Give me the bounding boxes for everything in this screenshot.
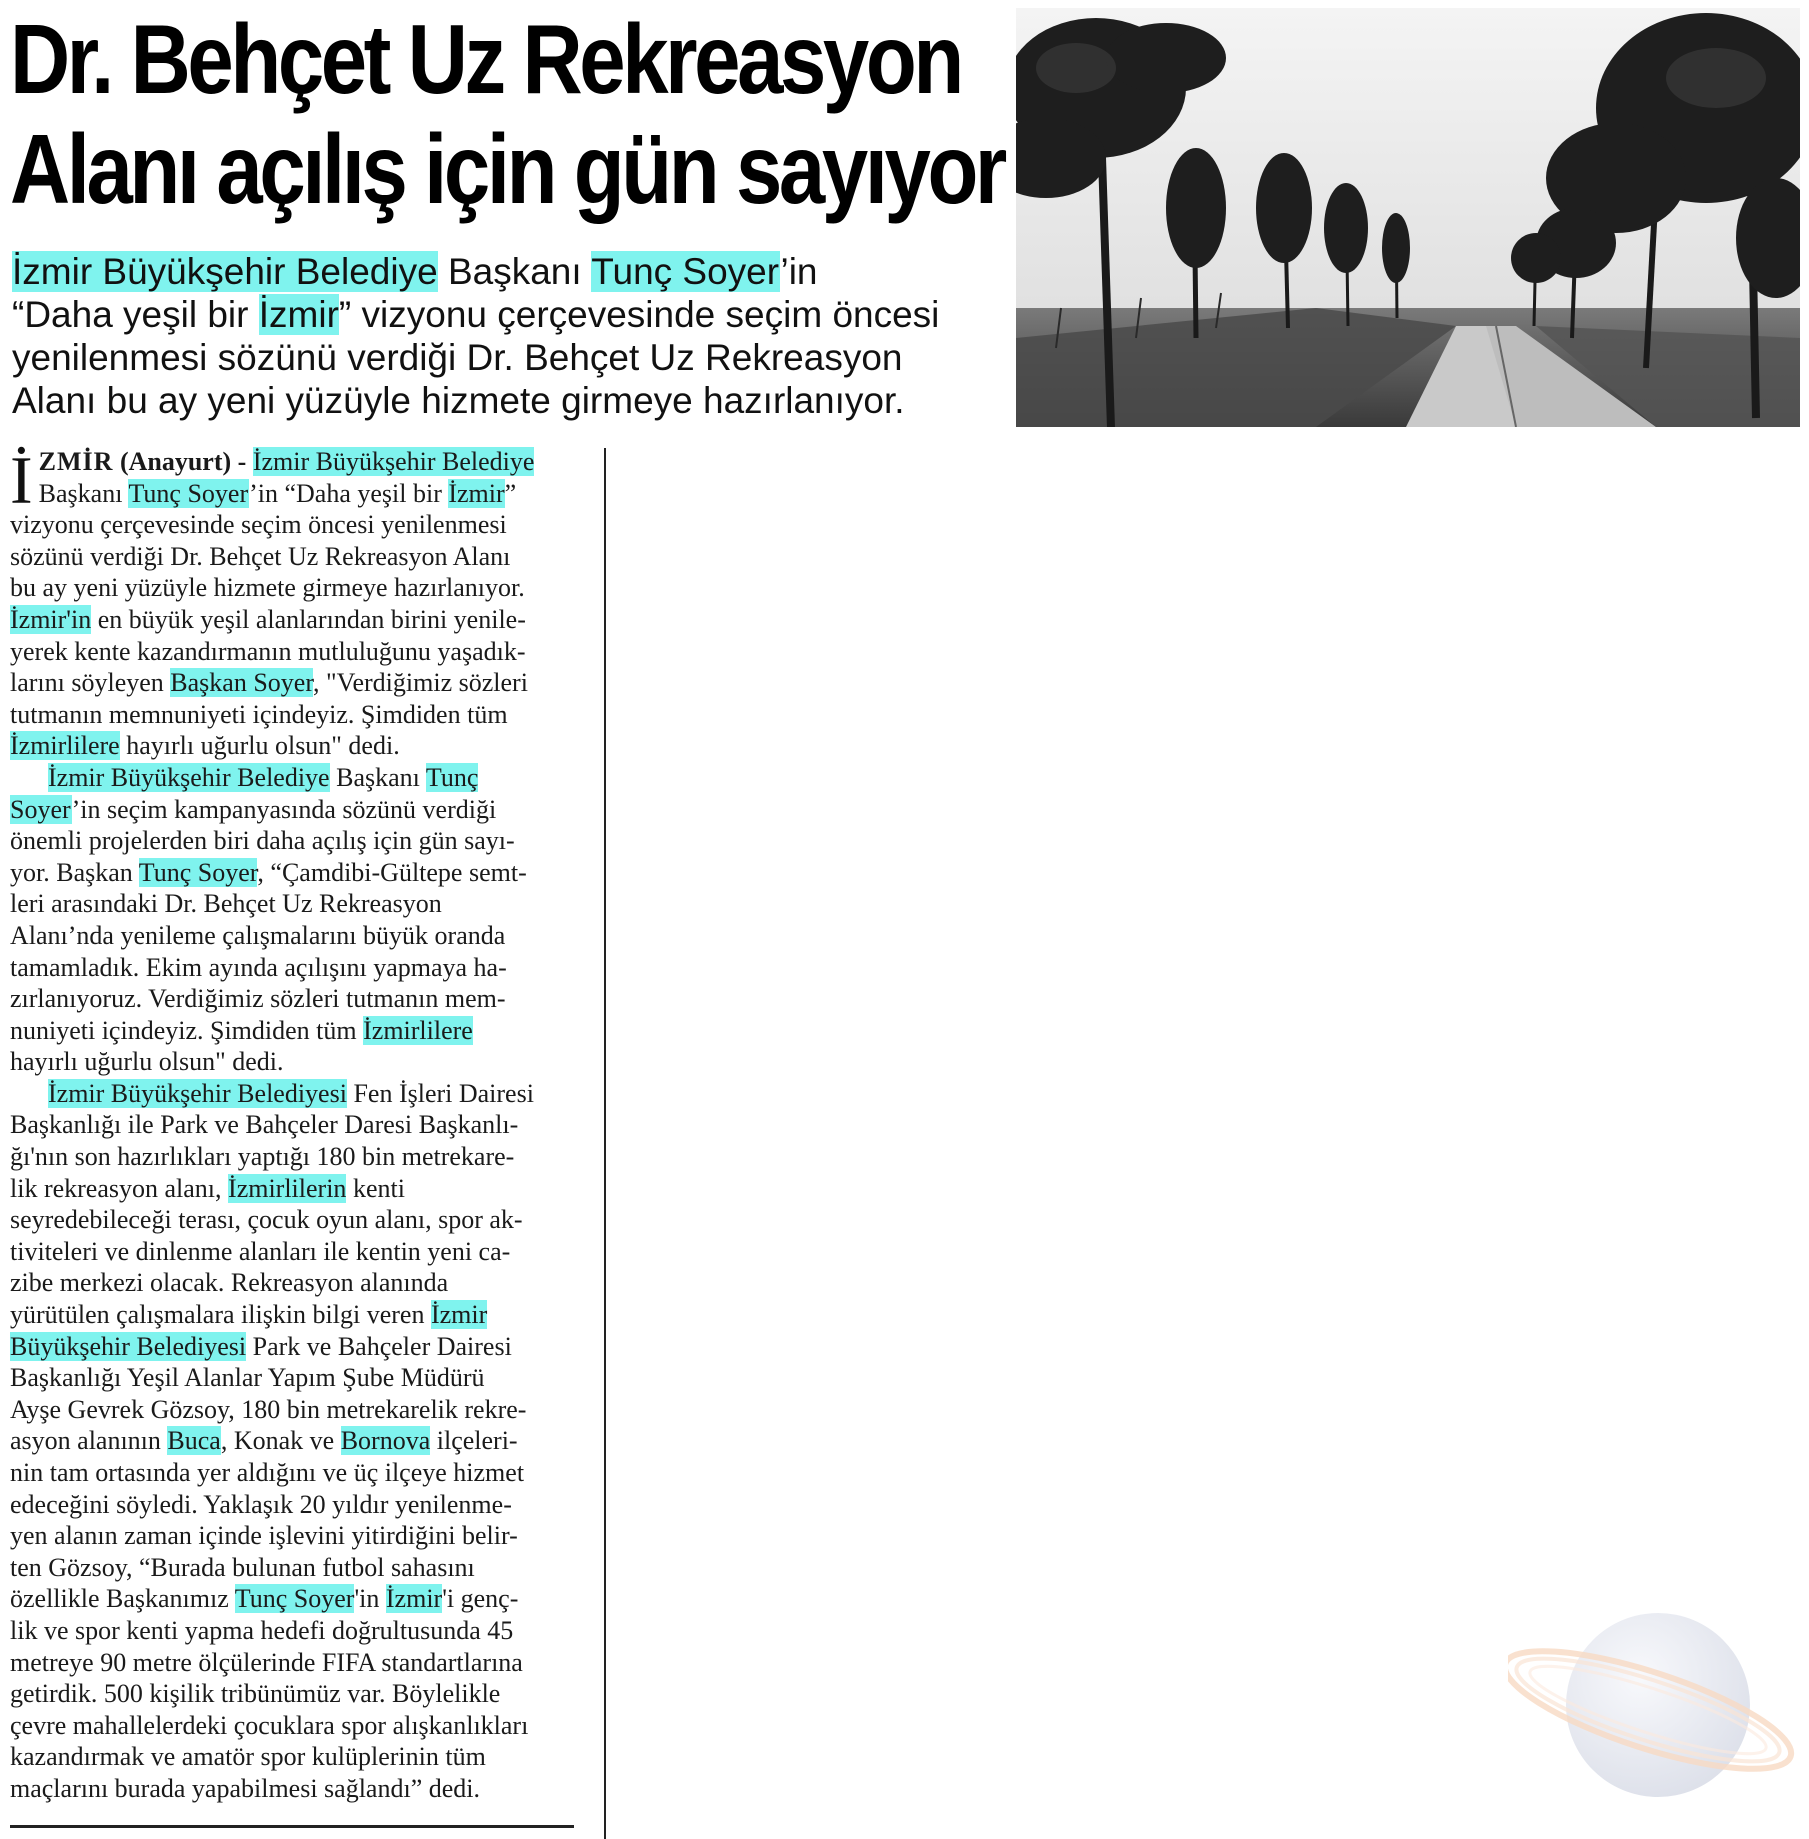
body-line (10, 699, 585, 731)
body-line (10, 1489, 585, 1521)
text-run: Alanı’nda yenileme çalışmalarını büyük oranda (10, 920, 506, 950)
highlighted-term: Buca (167, 1426, 221, 1456)
text-run: metreye 90 metre ölçülerinde FIFA standartlarına (10, 1647, 523, 1677)
highlighted-term: Başkan Soyer (170, 668, 313, 698)
body-line (10, 1046, 585, 1078)
text-run: leri arasındaki Dr. Behçet Uz Rekreasyon (10, 889, 442, 919)
text-run: , “Çamdibi-Gültepe semt- (257, 857, 527, 887)
body-line (10, 762, 585, 794)
text-run: ” (504, 478, 517, 508)
text-run: 'in (354, 1584, 386, 1614)
text-run: ’in (780, 251, 818, 292)
text-run: kazandırmak ve amatör spor kulüplerinin tüm (10, 1742, 486, 1772)
text-run: Başkanı (329, 762, 426, 792)
text-run: bu ay yeni yüzüyle hizmete girmeye hazırlanıyor. (10, 573, 525, 603)
body-line (10, 730, 585, 762)
text-run: Park ve Bahçeler Dairesi (246, 1331, 512, 1361)
text-run: sözünü verdiği Dr. Behçet Uz Rekreasyon Alanı (10, 541, 511, 571)
park-path-photo (1016, 8, 1800, 427)
body-line (10, 1678, 585, 1710)
highlighted-term: Tunç Soyer (128, 478, 250, 508)
text-run: tutmanın memnuniyeti içindeyiz. Şimdiden tüm (10, 699, 508, 729)
body-line (10, 1141, 585, 1173)
text-run: larını söyleyen (10, 668, 171, 698)
text-run: , "Verdiğimiz sözleri (312, 668, 528, 698)
body-line (10, 446, 585, 478)
planet-watermark-icon (1508, 1600, 1808, 1820)
body-line (10, 1236, 585, 1268)
body-line (10, 1710, 585, 1742)
body-line (10, 1015, 585, 1047)
body-line (10, 478, 585, 510)
body-lines (10, 478, 585, 1805)
text-run: edeceğini söyledi. Yaklaşık 20 yıldır yenilenme- (10, 1489, 512, 1519)
text-run: ğı'nın son hazırlıkları yaptığı 180 bin metrekare- (10, 1142, 515, 1172)
text-run: ’in seçim kampanyasında sözünü verdiği (71, 794, 497, 824)
text-run: kenti (346, 1173, 405, 1203)
highlighted-term: İzmir (258, 294, 339, 335)
text-run: 'i genç- (442, 1584, 519, 1614)
highlighted-term: İzmir (385, 1584, 443, 1614)
text-run: Başkanlığı Yeşil Alanlar Yapım Şube Müdürü (10, 1363, 485, 1393)
article-body (10, 442, 585, 1805)
body-line (10, 1267, 585, 1299)
headline-line-2: Alanı açılış için gün sayıyor (10, 114, 1004, 224)
text-run: en büyük yeşil alanlarından birini yenile- (91, 604, 526, 634)
text-run: ten Gözsoy, “Burada bulunan futbol sahasını (10, 1552, 475, 1582)
body-line (10, 920, 585, 952)
body-line (10, 1741, 585, 1773)
body-line (10, 636, 585, 668)
body-line (10, 572, 585, 604)
highlighted-term: Tunç Soyer (138, 857, 258, 887)
text-run: maçlarını burada yapabilmesi sağlandı” dedi. (10, 1773, 480, 1803)
text-run: Fen İşleri Dairesi (346, 1078, 534, 1108)
text-run: nin tam ortasında yer aldığını ve üç ilçeye hizmet (10, 1458, 525, 1487)
body-line (10, 1647, 585, 1679)
dateline-source: (Anayurt) - (113, 447, 253, 476)
text-run: lik ve spor kenti yapma hedefi doğrultusunda 45 (10, 1615, 514, 1645)
body-line (10, 604, 585, 636)
highlighted-term: İzmir (430, 1300, 488, 1330)
text-run: ’in “Daha yeşil bir (249, 478, 449, 508)
text-run: ” vizyonu çerçevesinde seçim öncesi (338, 294, 940, 335)
text-run: Başkanlığı ile Park ve Bahçeler Daresi Başkanlı- (10, 1110, 519, 1140)
body-line (10, 1362, 585, 1394)
text-run: ilçeleri- (430, 1426, 518, 1456)
body-line (10, 1773, 585, 1805)
body-line (10, 888, 585, 920)
body-line (10, 1425, 585, 1457)
text-run: yor. Başkan (10, 857, 139, 887)
lead-line-4: Alanı bu ay yeni yüzüyle hizmete girmeye hazırlanıyor. (12, 380, 905, 421)
body-line (10, 1552, 585, 1584)
text-run: Ayşe Gevrek Gözsoy, 180 bin metrekarelik rekre- (10, 1394, 527, 1424)
text-run: asyon alanının (10, 1426, 168, 1456)
body-line-0 (253, 447, 535, 476)
text-run: lik rekreasyon alanı, (10, 1173, 229, 1203)
headline-line-1: Dr. Behçet Uz Rekreasyon (10, 4, 961, 114)
text-run: Başkanı (437, 251, 592, 292)
body-line (10, 1394, 585, 1426)
text-run: vizyonu çerçevesinde seçim öncesi yenilenmesi (10, 510, 507, 540)
text-run: tiviteleri ve dinlenme alanları ile kentin yeni ca- (10, 1236, 511, 1266)
text-run: yen alanın zaman içinde işlevini yitirdiğini belir- (10, 1521, 518, 1551)
text-run: getirdik. 500 kişilik tribünümüz var. Böylelikle (10, 1679, 501, 1709)
text-run: Başkanı (38, 478, 129, 508)
body-line (10, 983, 585, 1015)
text-run: özellikle Başkanımız (10, 1584, 235, 1614)
text-run: nuniyeti içindeyiz. Şimdiden tüm (10, 1015, 364, 1045)
body-line (10, 1331, 585, 1363)
lead-line-2 (12, 293, 1012, 336)
drop-cap: İ (10, 442, 33, 518)
text-run: hayırlı uğurlu olsun" dedi. (119, 731, 400, 761)
text-run: tamamladık. Ekim ayında açılışını yapmaya ha- (10, 952, 507, 982)
body-line (10, 541, 585, 573)
body-line (10, 667, 585, 699)
body-line (10, 1583, 585, 1615)
text-run: zırlanıyoruz. Verdiğimiz sözleri tutmanın mem- (10, 984, 506, 1014)
highlighted-term: İzmir Büyükşehir Belediye (252, 447, 535, 476)
body-line (10, 1078, 585, 1110)
body-line (10, 952, 585, 984)
highlighted-term: Tunç (425, 762, 479, 792)
text-run: hayırlı uğurlu olsun" dedi. (10, 1047, 284, 1077)
headline (10, 4, 1004, 224)
column-rule-bottom (10, 1825, 574, 1828)
body-line (10, 1457, 585, 1489)
body-line (10, 1615, 585, 1647)
highlighted-term: Bornova (340, 1426, 431, 1456)
text-run: yürütülen çalışmalara ilişkin bilgi veren (10, 1300, 431, 1330)
dateline-city: ZMİR (38, 447, 114, 476)
highlighted-term: Büyükşehir Belediyesi (10, 1331, 247, 1361)
highlighted-term: Tunç Soyer (234, 1584, 355, 1614)
text-run: , Konak ve (220, 1426, 341, 1456)
body-line (10, 1299, 585, 1331)
highlighted-term: İzmir (448, 478, 505, 508)
body-line (10, 1204, 585, 1236)
body-line (10, 794, 585, 826)
column-rule-vertical (604, 448, 606, 1839)
text-run: “Daha yeşil bir (12, 294, 259, 335)
highlighted-term: İzmirlilere (363, 1015, 473, 1045)
body-line (10, 825, 585, 857)
highlighted-term: İzmir'in (10, 604, 92, 634)
highlighted-term: İzmir Büyükşehir Belediye (48, 762, 330, 792)
text-run: yerek kente kazandırmanın mutluluğunu yaşadık- (10, 636, 526, 666)
text-run: seyredebileceği terası, çocuk oyun alanı, spor ak- (10, 1205, 523, 1235)
lead-line-3: yenilenmesi sözünü verdiği Dr. Behçet Uz Rekreasyon (12, 337, 903, 378)
body-line (10, 509, 585, 541)
highlighted-term: İzmir Büyükşehir Belediye (12, 251, 438, 292)
lead-paragraph (12, 250, 1012, 422)
body-line (10, 857, 585, 889)
body-line (10, 1109, 585, 1141)
highlighted-term: Soyer (10, 794, 72, 824)
lead-line-1 (12, 250, 1012, 293)
body-line (10, 1173, 585, 1205)
highlighted-term: İzmirlilerin (228, 1173, 347, 1203)
text-run: çevre mahallelerdeki çocuklara spor alışkanlıkları (10, 1710, 529, 1740)
highlighted-term: İzmir Büyükşehir Belediyesi (48, 1078, 347, 1108)
highlighted-term: Tunç Soyer (591, 251, 781, 292)
highlighted-term: İzmirlilere (10, 731, 120, 761)
text-run: zibe merkezi olacak. Rekreasyon alanında (10, 1268, 449, 1298)
text-run: önemli projelerden biri daha açılış için gün sayı- (10, 826, 515, 856)
body-line (10, 1520, 585, 1552)
